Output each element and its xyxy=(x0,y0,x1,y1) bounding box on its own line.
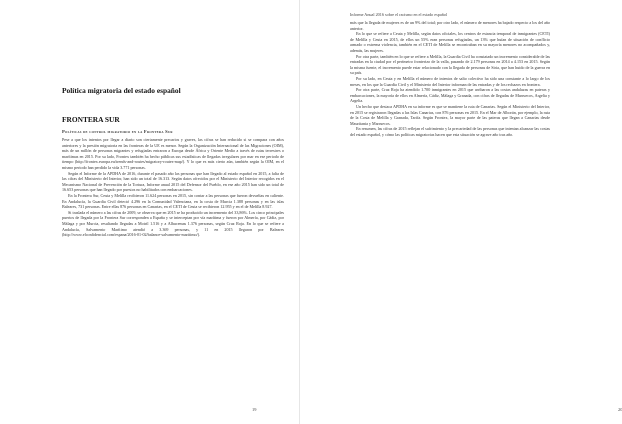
body-paragraph: Por otra parte, Cruz Roja ha atendido 1.700 inmigrantes en 2015 que arribaron a las costas andaluzas en pateras y embarcaciones, la mayoría de ellos en Almería, Cádiz, Málaga y Granada, con cifras de llegadas de Marruecos, Argelia y Argelia. xyxy=(350,87,550,104)
section-heading: FRONTERA SUR xyxy=(62,115,120,124)
body-paragraph: En lo que se refiere a Ceuta y Melilla, según datos oficiales, los centros de estancia temporal de inmigrantes (CETI) de Melilla y Ceuta en 2015, de ellos un 55% eran personas refugiadas, un 13% que huían de situación de conflicto armado o extrema violencia, también en el CETI de Melilla se encontraban en su mayoría menores no acompañados y, además, las mujeres. xyxy=(350,31,550,53)
left-page xyxy=(0,0,300,424)
running-header: Informe Anual 2016 sobre el racismo en el estado español xyxy=(350,12,448,17)
body-paragraph: En resumen, las cifras de 2015 reflejan el sufrimiento y la precariedad de las personas que intentan alcanzar las costas del estado español, y cómo las políticas migratorias hacen que esta situación se agrave año tras año. xyxy=(350,126,550,137)
document-title: Política migratoria del estado español xyxy=(62,86,181,95)
body-paragraph: Por otra parte, también en lo que se refiere a Melilla, la Guardia Civil ha constatado un incremento considerable de las entradas en la ciudad por el perímetro fronterizo de la valla, pasando de 2.179 personas en 2014 a 4.153 en 2015. Según la misma fuente, el incremento puede estar relacionado con la llegada de personas de Siria, que han huido de la guerra en su país. xyxy=(350,53,550,76)
subsection-heading: Políticas de control migratorio en la Frontera Sur xyxy=(62,129,173,134)
left-body-text xyxy=(62,137,284,417)
body-paragraph: Si traslada el número a las cifras de 2009, se observa que en 2015 se ha producido un incremento del 33,86%. Los cinco principales puertos de llegada por la Frontera Sur corresponden a España y se interceptan por vía marítima y fueron por Almería, por Cádiz, por Málaga y por Murcia, resultando llegadas a Motril 1.516 y a Alhucemas 1.376 personas, según Cruz Roja. En lo que se refiere a Andalucía, Salvamento Marítimo atendió a 3.369 personas, y 11 en 2015 llegaron por Baleares (http://www.elconfidencial.com/espana/2016-01-02/balance-salvamento-maritimo/). xyxy=(62,209,284,238)
page-number-left: 19 xyxy=(252,407,257,412)
right-body-text xyxy=(350,20,550,412)
body-paragraph: Pese a que los intentos por llegar a diario son ciertamente precarios y graves, las cifras se han reducido si se compara con años anteriores y la presión migratoria en las fronteras de la UE es menor. Según la Organización Internacional de las Migraciones (OIM), más de un millón de personas migrantes y refugiadas entraron a Europa desde África y Oriente Medio a través de rutas terrestres o marítimas en 2015. Por su lado, Frontex también ha hecho públicas sus estadísticas de llegadas irregulares por mar en ese periodo de tiempo (http://frontex.europa.eu/trends-and-routes/migratory-routes-map/). Y lo que es más cierto aún, también según la OIM, en el mismo periodo han perdido la vida 3.771 personas. xyxy=(62,137,284,170)
page-number-right: 20 xyxy=(618,407,622,412)
body-paragraph: En la Frontera Sur, Ceuta y Melilla recibieron 11.624 personas en 2015, sin contar a las personas que fueron devueltas en caliente. En Andalucía, la Guardia Civil detectó 4.296 en la Comunidad Valenciana, en la costa de Murcia 1.388 personas y en las islas Baleares, 731 personas. Entre ellas 876 personas en Canarias, en el CETI de Ceuta se recibieron 12.955 y en el de Melilla 8.927. xyxy=(62,192,284,210)
body-paragraph: Un hecho que destaca APDHA en su informe es que se mantiene la ruta de Canarias. Según el Ministerio del Interior, en 2015 se registraron llegadas a las Islas Canarias, con 876 personas en 2015. En el Mar de Alborán, por ejemplo, la ruta de la Costa de Melilla y Granada, Tarifa. Según Frontex, la mayor parte de las pateras que llegan a Canarias desde Mauritania y Marruecos. xyxy=(350,103,550,126)
body-paragraph: más que la llegada de mujeres es de un 9% del total; por otro lado, el número de menores ha bajado respecto a los del año anterior. xyxy=(350,20,550,31)
body-paragraph: Por su lado, en Ceuta y en Melilla el número de intentos de salto colectivo ha sido una constante a lo largo de los meses, en los que la Guardia Civil y el Ministerio del Interior informan de las entradas y de los rechazos en frontera. xyxy=(350,75,550,87)
body-paragraph: Según el Informe de la APDHA de 2016, durante el pasado año las personas que han llegado al estado español en 2015, a falta de las cifras del Ministerio del Interior, han sido un total de 16.313. Según datos ofrecidos por el Ministerio del Interior recogidos en el Mecanismo Nacional de Prevención de la Tortura, Informe anual 2015 del Defensor del Pueblo, en ese año 2015 han sido un total de 16.653 personas que han llegado por puestos no habilitados con embarcaciones. xyxy=(62,170,284,193)
